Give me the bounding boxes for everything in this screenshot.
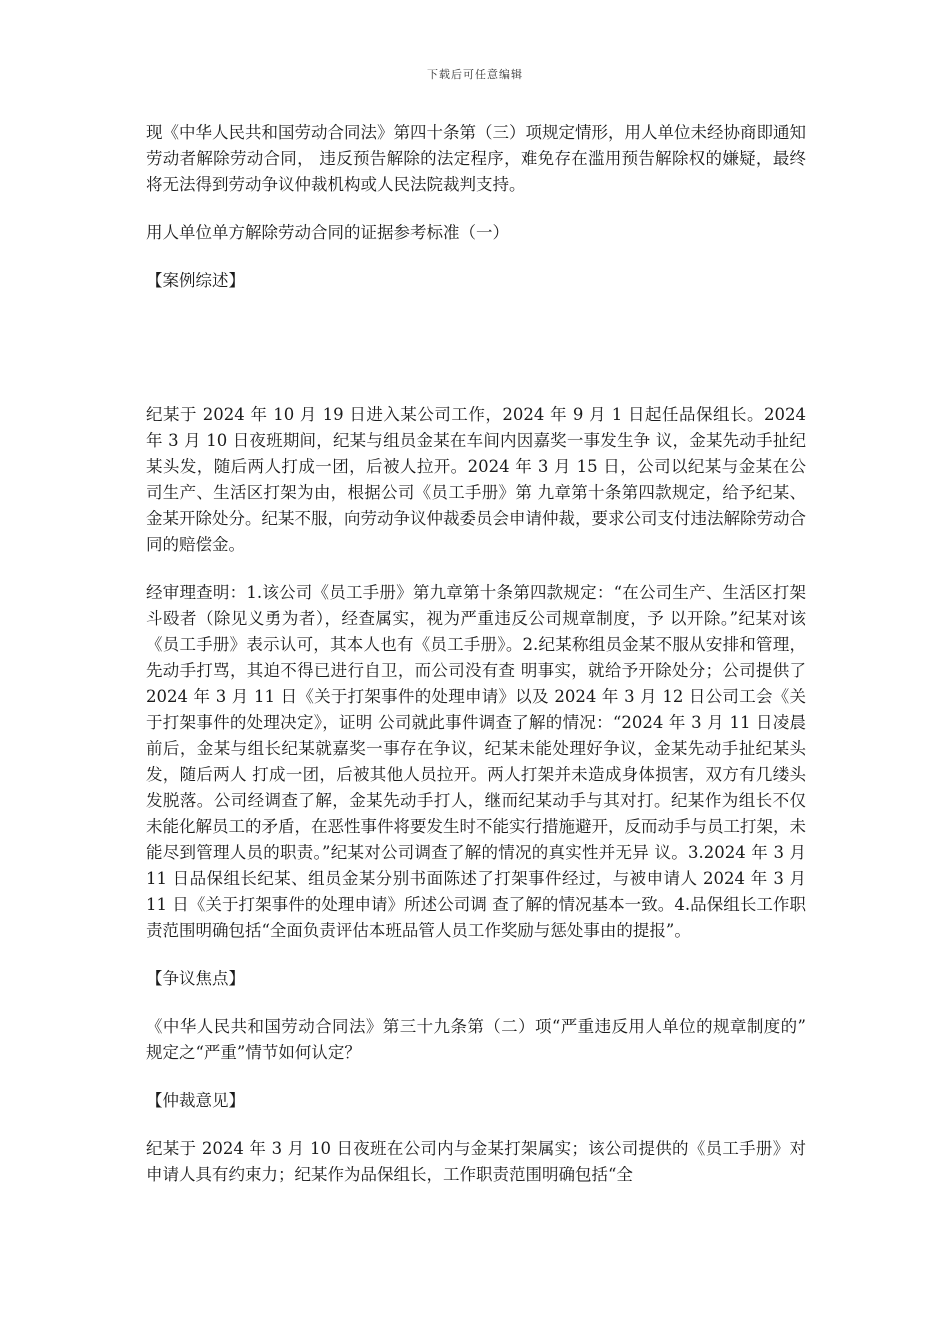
page-header-note: 下载后可任意编辑	[427, 68, 523, 81]
arbitration-opinion-heading: 【仲裁意见】	[146, 1091, 245, 1110]
dispute-focus-paragraph: 《中华人民共和国劳动合同法》第三十九条第（二）项“严重违反用人单位的规章制度的” 规定之“严重”情节如何认定？	[146, 1017, 806, 1062]
case-summary-paragraph: 纪某于 2024 年 10 月 19 日进入某公司工作，2024 年 9 月 1 日起任品保组长。2024 年 3 月 10 日夜班期间，纪某与组员金某在车间内因嘉奖一事发生争 议，金某先动手扯纪某头发，随后两人打成一团，后被人拉开。2024 年 3 月 15 日，公司以纪某与金某在公司生产、生活区打架为由，根据公司《员工手册》第 九章第十条第四款规定，给予纪某、金某开除处分。纪某不服，向劳动争议仲裁委员会申请仲裁，要求公司支付违法解除劳动合同的赔偿金。	[146, 405, 806, 554]
document-body	[146, 120, 806, 1210]
section-title: 用人单位单方解除劳动合同的证据参考标准（一）	[146, 223, 509, 242]
dispute-focus-heading: 【争议焦点】	[146, 969, 245, 988]
case-summary-heading: 【案例综述】	[146, 271, 245, 290]
review-findings-paragraph: 经审理查明：1.该公司《员工手册》第九章第十条第四款规定：“在公司生产、生活区打架斗殴者（除见义勇为者），经查属实，视为严重违反公司规章制度，予 以开除。”纪某对该《员工手册》表示认可，其本人也有《员工手册》。2.纪某称组员金某不服从安排和管理，先动手打骂，其迫不得已进行自卫，而公司没有查 明事实，就给予开除处分；公司提供了 2024 年 3 月 11 日《关于打架事件的处理申请》以及 2024 年 3 月 12 日公司工会《关于打架事件的处理决定》，证明 公司就此事件调查了解的情况：“2024 年 3 月 11 日凌晨前后，金某与组长纪某就嘉奖一事存在争议，纪某未能处理好争议，金某先动手扯纪某头发，随后两人 打成一团，后被其他人员拉开。两人打架并未造成身体损害，双方有几缕头发脱落。公司经调查了解，金某先动手打人，继而纪某动手与其对打。纪某作为组长不仅 未能化解员工的矛盾，在恶性事件将要发生时不能实行措施避开，反而动手与员工打架，未能尽到管理人员的职责。”纪某对公司调查了解的情况的真实性并无异 议。3.2024 年 3 月 11 日品保组长纪某、组员金某分别书面陈述了打架事件经过，与被申请人 2024 年 3 月 11 日《关于打架事件的处理申请》所述公司调 查了解的情况基本一致。4.品保组长工作职责范围明确包括“全面负责评估本班品管人员工作奖励与惩处事由的提报”。	[146, 583, 806, 940]
arbitration-opinion-paragraph: 纪某于 2024 年 3 月 10 日夜班在公司内与金某打架属实；该公司提供的《员工手册》对申请人具有约束力；纪某作为品保组长，工作职责范围明确包括“全	[146, 1139, 806, 1184]
intro-paragraph: 现《中华人民共和国劳动合同法》第四十条第（三）项规定情形，用人单位未经协商即通知劳动者解除劳动合同， 违反预告解除的法定程序，难免存在滥用预告解除权的嫌疑，最终将无法得到劳动争议仲裁机构或人民法院裁判支持。	[146, 123, 806, 194]
blank-gap	[146, 316, 806, 402]
